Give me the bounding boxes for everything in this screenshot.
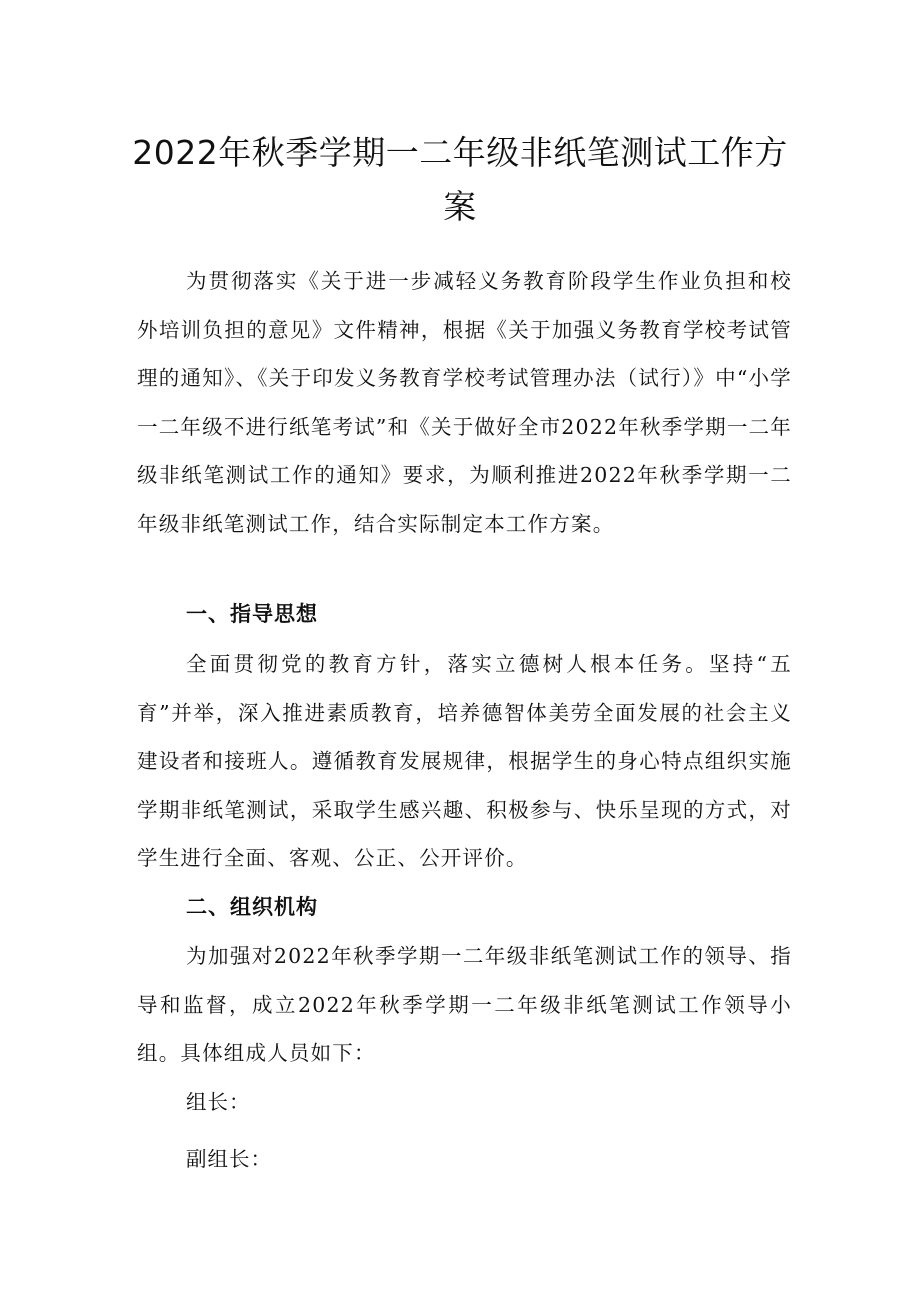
section-heading-guiding-ideology: 一、指导思想 bbox=[186, 602, 318, 626]
deputy-leader-label: 副组长： bbox=[186, 1147, 272, 1171]
guiding-ideology-paragraph: 全面贯彻党的教育方针，落实立德树人根本任务。坚持“五育”并举，深入推进素质教育，培养德智体美劳全面发展的社会主义建设者和接班人。遵循教育发展规律，根据学生的身心特点组织实施学期非纸笔测试，采取学生感兴趣、积极参与、快乐呈现的方式，对学生进行全面、客观、公正、公开评价。 bbox=[137, 652, 792, 870]
intro-paragraph: 为贯彻落实《关于进一步减轻义务教育阶段学生作业负担和校外培训负担的意见》文件精神，根据《关于加强义务教育学校考试管理的通知》、《关于印发义务教育学校考试管理办法（试行）》中“小学一二年级不进行纸笔考试”和《关于做好全市2022年秋季学期一二年级非纸笔测试工作的通知》要求，为顺利推进2022年秋季学期一二年级非纸笔测试工作，结合实际制定本工作方案。 bbox=[137, 269, 792, 536]
organization-paragraph: 为加强对2022年秋季学期一二年级非纸笔测试工作的领导、指导和监督，成立2022年秋季学期一二年级非纸笔测试工作领导小组。具体组成人员如下： bbox=[137, 944, 792, 1065]
section-heading-organization: 二、组织机构 bbox=[186, 895, 318, 919]
group-leader-label: 组长： bbox=[186, 1090, 251, 1114]
document-title: 2022年秋季学期一二年级非纸笔测试工作方案 bbox=[132, 133, 788, 226]
